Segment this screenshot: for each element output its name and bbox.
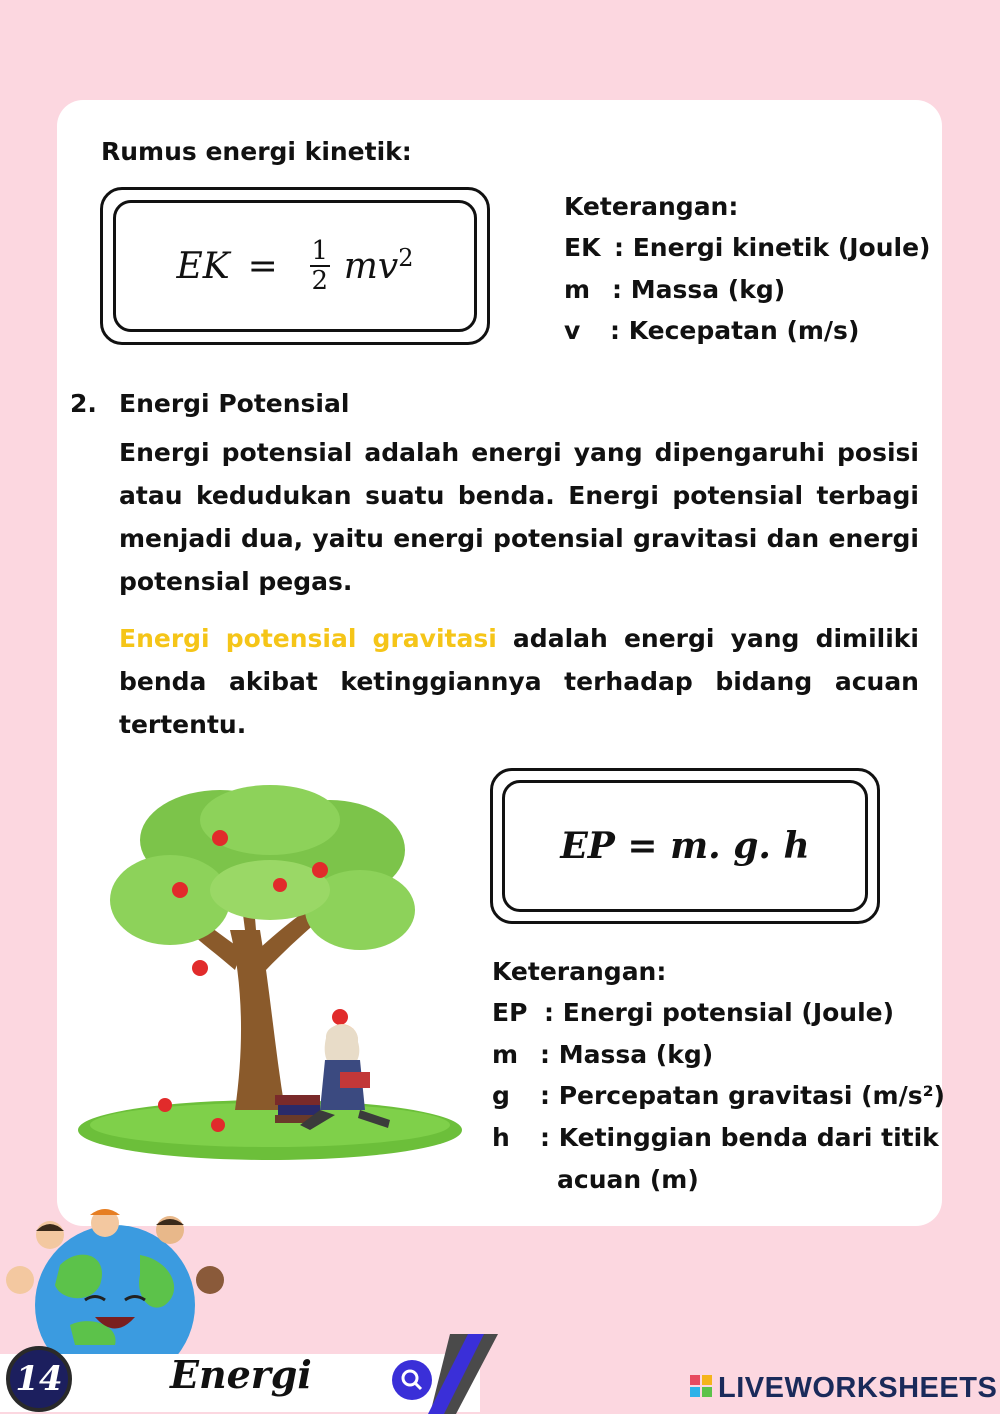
kinetic-heading: Rumus energi kinetik: bbox=[101, 137, 412, 166]
search-icon bbox=[400, 1368, 424, 1392]
gravity-paragraph: Energi potensial gravitasi adalah energi yang dimiliki benda akibat ketinggiannya terhadap bidang acuan tertentu. bbox=[119, 624, 919, 739]
kinetic-formula bbox=[113, 200, 477, 332]
books bbox=[275, 1095, 320, 1105]
earth-kids-illustration bbox=[0, 1205, 240, 1355]
apple bbox=[273, 878, 287, 892]
search-button[interactable] bbox=[392, 1360, 432, 1400]
potential-legend-row: m : Massa (kg) bbox=[492, 1040, 714, 1069]
fraction-denominator: 2 bbox=[311, 266, 329, 296]
potential-legend-row: EP : Energi potensial (Joule) bbox=[492, 998, 895, 1027]
apple bbox=[312, 862, 328, 878]
apple bbox=[158, 1098, 172, 1112]
kid-face bbox=[196, 1266, 224, 1294]
kinetic-legend-title: Keterangan: bbox=[564, 192, 739, 221]
formula-ek: EK bbox=[176, 245, 230, 287]
liveworksheets-brand[interactable]: LIVEWORKSHEETS bbox=[718, 1372, 998, 1404]
apple bbox=[192, 960, 208, 976]
potential-legend-row: h : Ketinggian benda dari titik bbox=[492, 1123, 939, 1152]
kid-face bbox=[6, 1266, 34, 1294]
page-number: 14 bbox=[6, 1346, 72, 1412]
formula-exponent: 2 bbox=[398, 244, 414, 272]
potential-paragraph: Energi potensial adalah energi yang dipengaruhi posisi atau kedudukan suatu benda. Energi potensial terbagi menjadi dua, yaitu energi potensial gravitasi dan energi potensial pegas. bbox=[119, 438, 919, 596]
kinetic-legend-row: v : Kecepatan (m/s) bbox=[564, 316, 860, 345]
kinetic-legend-row: m : Massa (kg) bbox=[564, 275, 786, 304]
apple bbox=[211, 1118, 225, 1132]
formula-fraction bbox=[310, 237, 330, 295]
kinetic-legend-row: EK : Energi kinetik (Joule) bbox=[564, 233, 931, 262]
falling-apple bbox=[332, 1009, 348, 1025]
potential-legend-row: g : Percepatan gravitasi (m/s²) bbox=[492, 1081, 945, 1110]
newton-apple-tree-illustration bbox=[70, 780, 470, 1170]
potential-formula: EP = m. g. h bbox=[502, 780, 868, 912]
footer-decoration-stripes bbox=[420, 1330, 500, 1414]
section-number: 2. bbox=[70, 389, 97, 418]
apple bbox=[212, 830, 228, 846]
footer-title: Energi bbox=[170, 1352, 312, 1397]
potential-legend-title: Keterangan: bbox=[492, 957, 667, 986]
highlight-term: Energi potensial gravitasi bbox=[119, 624, 497, 653]
apple bbox=[172, 882, 188, 898]
potential-legend-continuation: acuan (m) bbox=[557, 1165, 699, 1194]
liveworksheets-logo-icon bbox=[690, 1375, 714, 1401]
formula-mv: mv bbox=[343, 245, 399, 287]
fraction-numerator: 1 bbox=[311, 236, 329, 266]
formula-equals: = bbox=[247, 245, 278, 287]
section-title: Energi Potensial bbox=[119, 389, 350, 418]
